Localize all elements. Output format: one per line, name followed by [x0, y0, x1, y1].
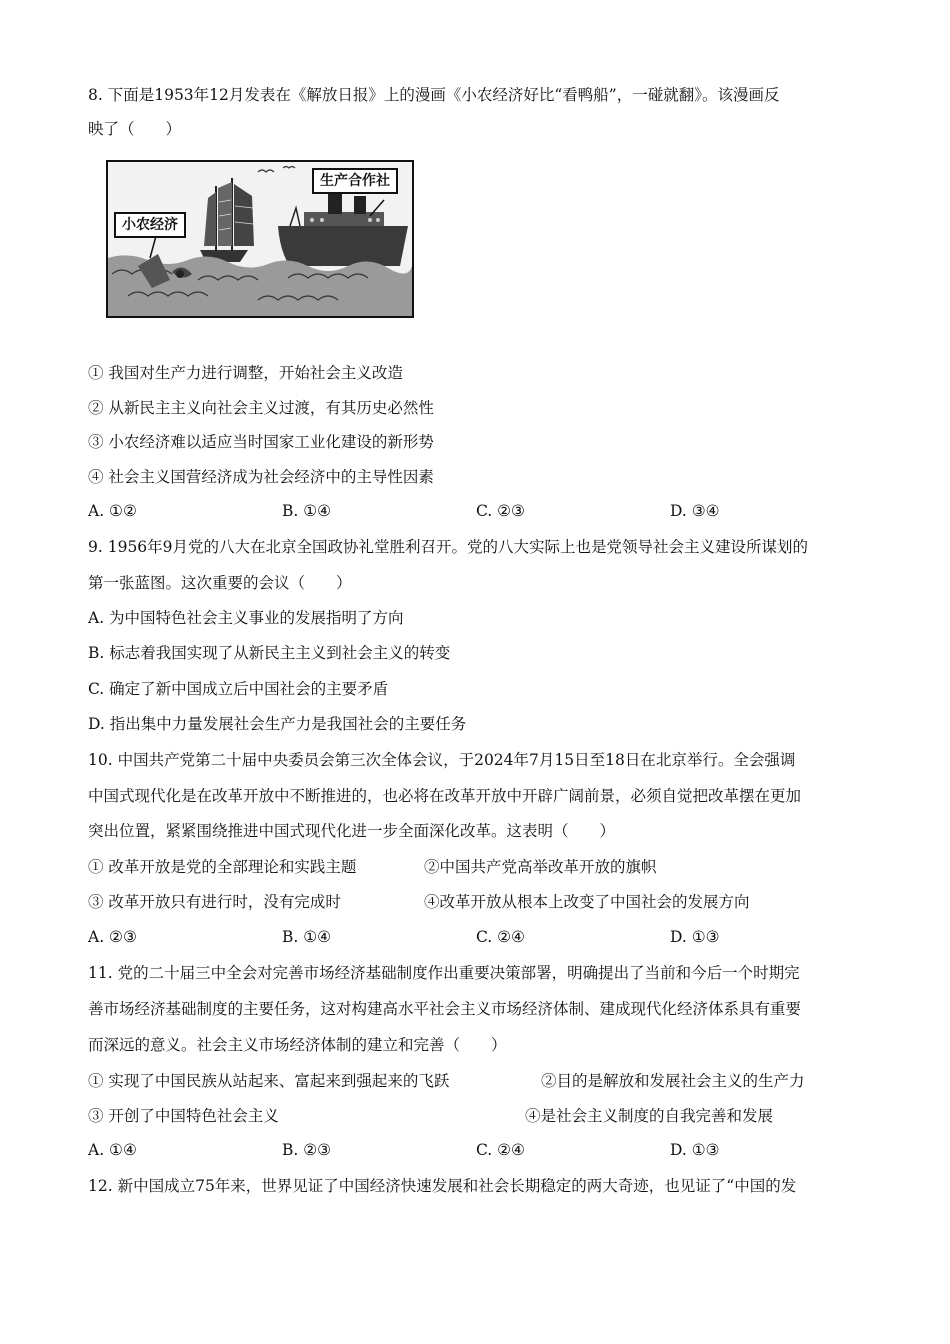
- q11-stem-line-1: 11. 党的二十届三中全会对完善市场经济基础制度作出重要决策部署，明确提出了当前和今后一个时期完: [88, 964, 800, 982]
- cartoon-label-small-farm: 小农经济: [114, 212, 186, 238]
- q10-option-c[interactable]: C. ②④: [476, 928, 525, 946]
- q10-statement-2: ②中国共产党高举改革开放的旗帜: [424, 858, 657, 876]
- q10-option-d[interactable]: D. ①③: [670, 928, 720, 946]
- q10-stem-line-3: 突出位置，紧紧围绕推进中国式现代化进一步全面深化改革。这表明（ ）: [88, 822, 616, 840]
- q11-option-c[interactable]: C. ②④: [476, 1141, 525, 1159]
- q12-stem-line-1: 12. 新中国成立75年来，世界见证了中国经济快速发展和社会长期稳定的两大奇迹，也见证了“中国的发: [88, 1177, 797, 1195]
- q8-stem-line-1: 8. 下面是1953年12月发表在《解放日报》上的漫画《小农经济好比“看鸭船”，一碰就翻》。该漫画反: [88, 86, 780, 104]
- q9-option-c[interactable]: C. 确定了新中国成立后中国社会的主要矛盾: [88, 680, 389, 698]
- q9-stem-line-1: 9. 1956年9月党的八大在北京全国政协礼堂胜利召开。党的八大实际上也是党领导社会主义建设所谋划的: [88, 538, 809, 556]
- q11-statement-1: ① 实现了中国民族从站起来、富起来到强起来的飞跃: [88, 1072, 450, 1090]
- q8-statement-2: ② 从新民主主义向社会主义过渡，有其历史必然性: [88, 399, 434, 417]
- q10-option-a[interactable]: A. ②③: [88, 928, 137, 946]
- q10-statement-1: ① 改革开放是党的全部理论和实践主题: [88, 858, 357, 876]
- q10-statement-3: ③ 改革开放只有进行时，没有完成时: [88, 893, 341, 911]
- q11-option-d[interactable]: D. ①③: [670, 1141, 720, 1159]
- q8-option-c[interactable]: C. ②③: [476, 502, 525, 520]
- q8-statement-4: ④ 社会主义国营经济成为社会经济中的主导性因素: [88, 468, 434, 486]
- q8-cartoon: [106, 160, 414, 318]
- q11-statement-3: ③ 开创了中国特色社会主义: [88, 1107, 279, 1125]
- q9-option-a[interactable]: A. 为中国特色社会主义事业的发展指明了方向: [88, 609, 404, 627]
- q10-stem-line-1: 10. 中国共产党第二十届中央委员会第三次全体会议，于2024年7月15日至18日在北京举行。全会强调: [88, 751, 796, 769]
- q11-stem-line-2: 善市场经济基础制度的主要任务，这对构建高水平社会主义市场经济体制、建成现代化经济体系具有重要: [88, 1000, 802, 1018]
- q11-option-a[interactable]: A. ①④: [88, 1141, 137, 1159]
- q8-statement-3: ③ 小农经济难以适应当时国家工业化建设的新形势: [88, 433, 434, 451]
- q8-stem-line-2: 映了（ ）: [88, 120, 182, 138]
- q8-option-d[interactable]: D. ③④: [670, 502, 720, 520]
- q11-stem-line-3: 而深远的意义。社会主义市场经济体制的建立和完善（ ）: [88, 1036, 507, 1054]
- q9-stem-line-2: 第一张蓝图。这次重要的会议（ ）: [88, 574, 352, 592]
- q9-option-d[interactable]: D. 指出集中力量发展社会生产力是我国社会的主要任务: [88, 715, 467, 733]
- q10-option-b[interactable]: B. ①④: [282, 928, 332, 946]
- q10-stem-line-2: 中国式现代化是在改革开放中不断推进的，也必将在改革开放中开辟广阔前景，必须自觉把改革摆在更加: [88, 787, 802, 805]
- q11-option-b[interactable]: B. ②③: [282, 1141, 332, 1159]
- q8-statement-1: ① 我国对生产力进行调整，开始社会主义改造: [88, 364, 403, 382]
- cartoon-label-cooperative: 生产合作社: [312, 168, 398, 194]
- q11-statement-4: ④是社会主义制度的自我完善和发展: [525, 1107, 774, 1125]
- q8-option-a[interactable]: A. ①②: [88, 502, 137, 520]
- q9-option-b[interactable]: B. 标志着我国实现了从新民主主义到社会主义的转变: [88, 644, 451, 662]
- q10-statement-4: ④改革开放从根本上改变了中国社会的发展方向: [424, 893, 750, 911]
- q8-option-b[interactable]: B. ①④: [282, 502, 332, 520]
- q11-statement-2: ②目的是解放和发展社会主义的生产力: [541, 1072, 805, 1090]
